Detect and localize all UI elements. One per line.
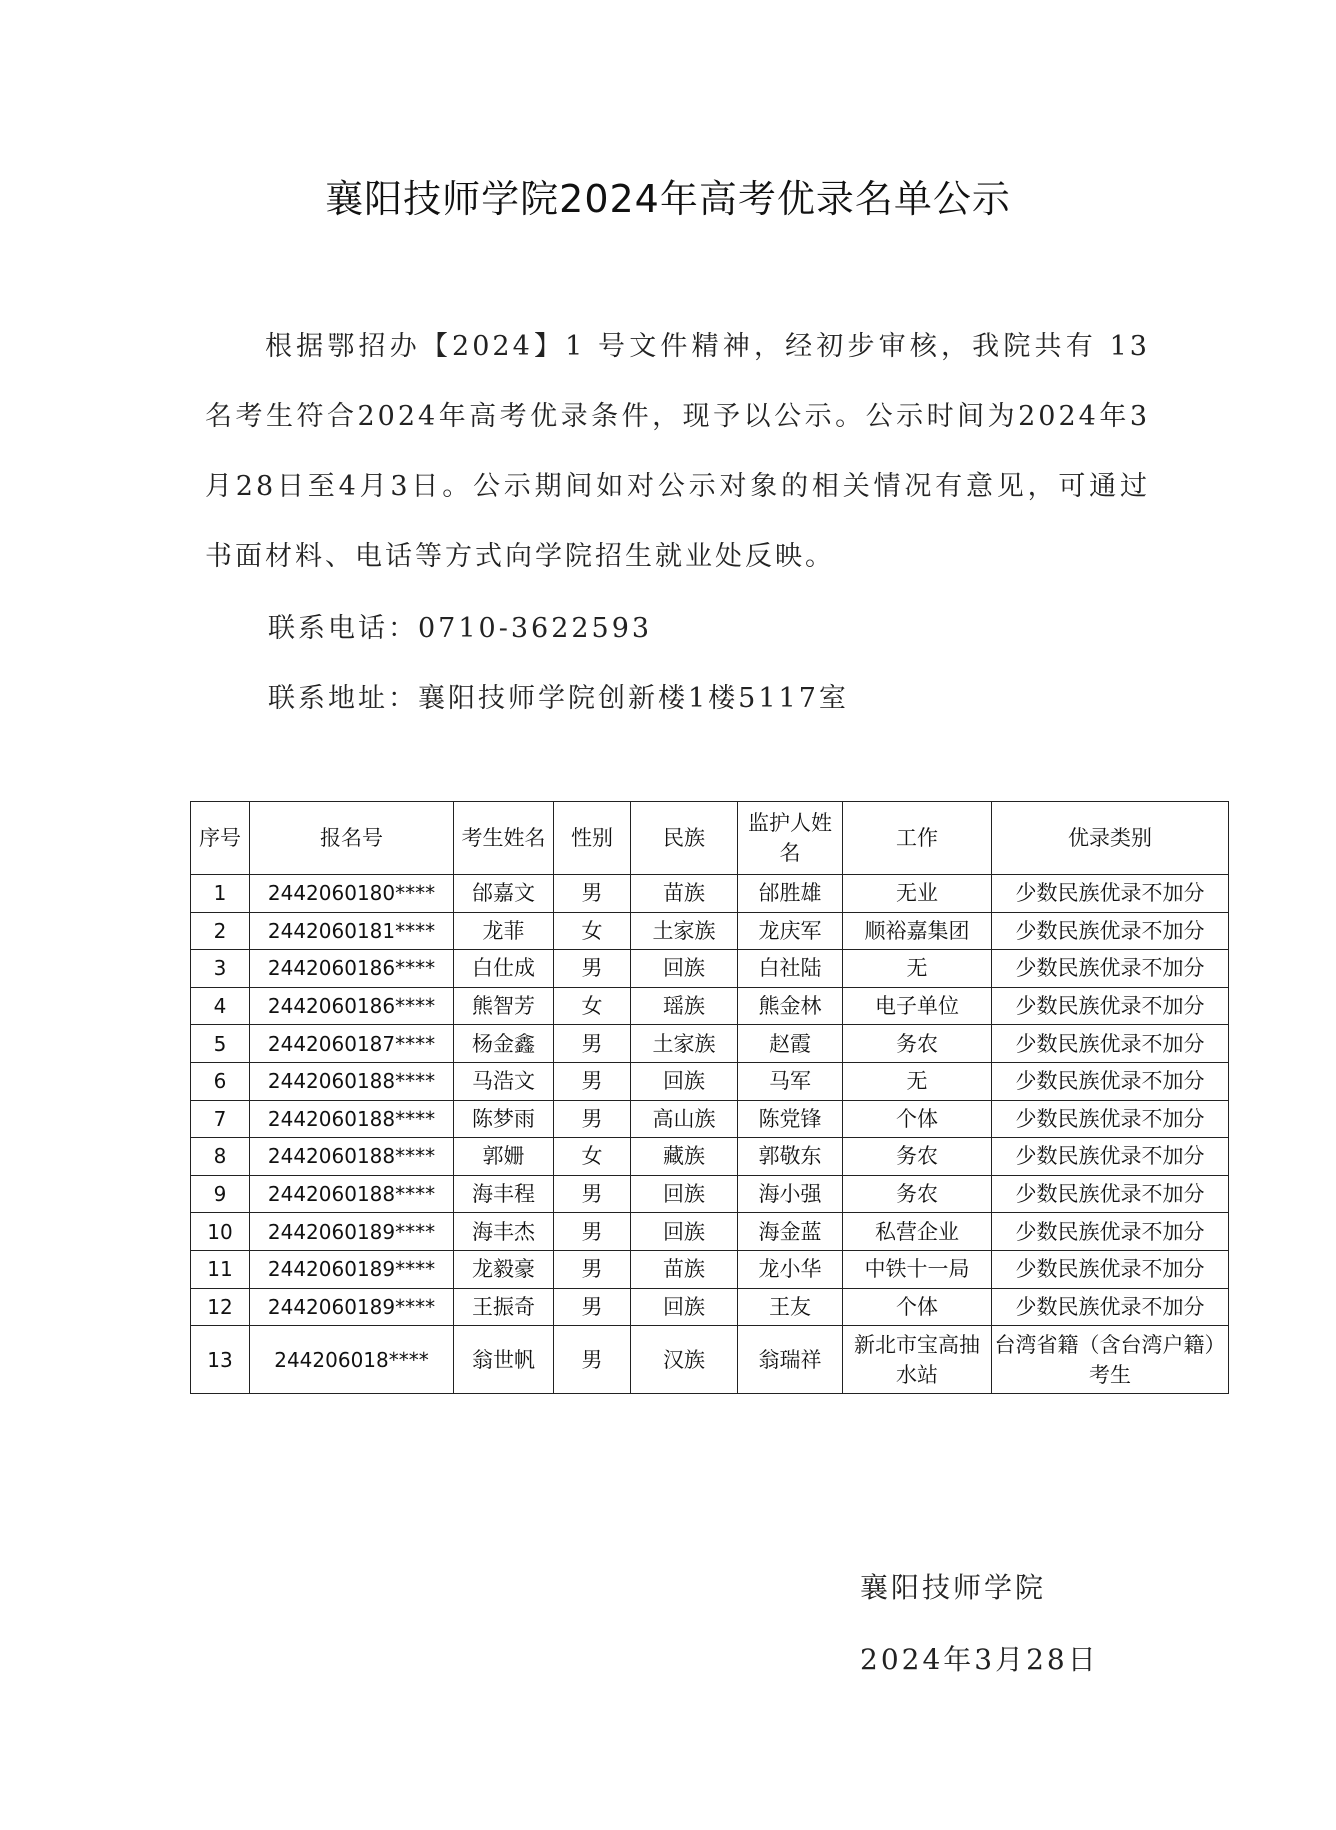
cell-guardian-name: 王友 [738, 1288, 843, 1326]
cell-admission-category: 少数民族优录不加分 [992, 987, 1229, 1025]
cell-registration-number: 2442060189**** [250, 1250, 454, 1288]
table-row [191, 987, 1229, 1025]
announcement-paragraph: 根据鄂招办【2024】1 号文件精神，经初步审核，我院共有 13 名考生符合2024年高考优录条件，现予以公示。公示时间为2024年3月28日至4月3日。公示期间如对公示对象的相关情况有意见，可通过书面材料、电话等方式向学院招生就业处反映。 [205, 331, 1150, 572]
cell-occupation: 电子单位 [843, 987, 992, 1025]
cell-guardian-name: 龙庆军 [738, 912, 843, 950]
cell-student-name: 龙菲 [454, 912, 554, 950]
cell-registration-number: 2442060189**** [250, 1288, 454, 1326]
cell-admission-category: 少数民族优录不加分 [992, 1288, 1229, 1326]
cell-index: 2 [191, 912, 250, 950]
cell-ethnicity: 回族 [631, 1175, 738, 1213]
cell-student-name: 郭姗 [454, 1138, 554, 1176]
cell-index: 7 [191, 1100, 250, 1138]
cell-occupation: 顺裕嘉集团 [843, 912, 992, 950]
cell-ethnicity: 回族 [631, 950, 738, 988]
table-row [191, 1288, 1229, 1326]
cell-index: 10 [191, 1213, 250, 1251]
cell-admission-category: 少数民族优录不加分 [992, 1213, 1229, 1251]
cell-registration-number: 2442060186**** [250, 950, 454, 988]
cell-index: 6 [191, 1062, 250, 1100]
table-row [191, 1326, 1229, 1394]
table-row [191, 1175, 1229, 1213]
cell-ethnicity: 土家族 [631, 1025, 738, 1063]
cell-registration-number: 2442060186**** [250, 987, 454, 1025]
cell-occupation: 个体 [843, 1100, 992, 1138]
header-occupation: 工作 [843, 802, 992, 875]
cell-occupation: 个体 [843, 1288, 992, 1326]
cell-ethnicity: 土家族 [631, 912, 738, 950]
cell-gender: 男 [554, 1288, 631, 1326]
cell-admission-category: 台湾省籍（含台湾户籍）考生 [992, 1326, 1229, 1394]
cell-guardian-name: 海金蓝 [738, 1213, 843, 1251]
cell-gender: 男 [554, 1025, 631, 1063]
cell-admission-category: 少数民族优录不加分 [992, 1250, 1229, 1288]
cell-gender: 男 [554, 1100, 631, 1138]
header-student-name: 考生姓名 [454, 802, 554, 875]
table-row [191, 1138, 1229, 1176]
cell-registration-number: 2442060180**** [250, 875, 454, 913]
cell-student-name: 白仕成 [454, 950, 554, 988]
cell-registration-number: 2442060188**** [250, 1138, 454, 1176]
cell-index: 1 [191, 875, 250, 913]
table-header-row [191, 802, 1229, 875]
table-row [191, 875, 1229, 913]
cell-gender: 男 [554, 1062, 631, 1100]
cell-ethnicity: 藏族 [631, 1138, 738, 1176]
cell-student-name: 翁世帆 [454, 1326, 554, 1394]
cell-guardian-name: 马军 [738, 1062, 843, 1100]
contact-address: 联系地址：襄阳技师学院创新楼1楼5117室 [268, 683, 849, 714]
cell-registration-number: 2442060187**** [250, 1025, 454, 1063]
cell-student-name: 海丰杰 [454, 1213, 554, 1251]
cell-occupation: 无 [843, 950, 992, 988]
cell-admission-category: 少数民族优录不加分 [992, 1100, 1229, 1138]
cell-gender: 女 [554, 1138, 631, 1176]
header-ethnicity: 民族 [631, 802, 738, 875]
cell-occupation: 务农 [843, 1138, 992, 1176]
cell-ethnicity: 苗族 [631, 1250, 738, 1288]
cell-student-name: 海丰程 [454, 1175, 554, 1213]
header-index: 序号 [191, 802, 250, 875]
cell-guardian-name: 邰胜雄 [738, 875, 843, 913]
cell-guardian-name: 翁瑞祥 [738, 1326, 843, 1394]
cell-gender: 男 [554, 1175, 631, 1213]
cell-gender: 女 [554, 987, 631, 1025]
cell-ethnicity: 苗族 [631, 875, 738, 913]
cell-ethnicity: 回族 [631, 1288, 738, 1326]
cell-gender: 男 [554, 1250, 631, 1288]
header-admission-category: 优录类别 [992, 802, 1229, 875]
cell-guardian-name: 海小强 [738, 1175, 843, 1213]
cell-admission-category: 少数民族优录不加分 [992, 1138, 1229, 1176]
cell-occupation: 私营企业 [843, 1213, 992, 1251]
cell-student-name: 杨金鑫 [454, 1025, 554, 1063]
cell-index: 8 [191, 1138, 250, 1176]
cell-admission-category: 少数民族优录不加分 [992, 1025, 1229, 1063]
table-row [191, 1062, 1229, 1100]
table-row [191, 950, 1229, 988]
admission-list-table [190, 801, 1229, 1394]
cell-occupation: 中铁十一局 [843, 1250, 992, 1288]
cell-gender: 男 [554, 1213, 631, 1251]
cell-student-name: 马浩文 [454, 1062, 554, 1100]
cell-index: 3 [191, 950, 250, 988]
cell-registration-number: 2442060181**** [250, 912, 454, 950]
contact-phone: 联系电话：0710-3622593 [268, 613, 653, 644]
cell-admission-category: 少数民族优录不加分 [992, 950, 1229, 988]
cell-ethnicity: 汉族 [631, 1326, 738, 1394]
cell-index: 9 [191, 1175, 250, 1213]
signature-organization: 襄阳技师学院 [860, 1571, 1047, 1604]
table-body [191, 875, 1229, 1394]
cell-registration-number: 2442060188**** [250, 1062, 454, 1100]
cell-occupation: 无业 [843, 875, 992, 913]
cell-registration-number: 244206018**** [250, 1326, 454, 1394]
cell-admission-category: 少数民族优录不加分 [992, 1062, 1229, 1100]
cell-student-name: 王振奇 [454, 1288, 554, 1326]
cell-gender: 女 [554, 912, 631, 950]
cell-registration-number: 2442060189**** [250, 1213, 454, 1251]
cell-occupation: 务农 [843, 1175, 992, 1213]
cell-gender: 男 [554, 950, 631, 988]
cell-ethnicity: 回族 [631, 1062, 738, 1100]
cell-admission-category: 少数民族优录不加分 [992, 875, 1229, 913]
cell-student-name: 龙毅豪 [454, 1250, 554, 1288]
cell-admission-category: 少数民族优录不加分 [992, 1175, 1229, 1213]
table-row [191, 1025, 1229, 1063]
cell-gender: 男 [554, 875, 631, 913]
cell-ethnicity: 回族 [631, 1213, 738, 1251]
page-title: 襄阳技师学院2024年高考优录名单公示 [325, 177, 1011, 221]
cell-guardian-name: 赵霞 [738, 1025, 843, 1063]
header-guardian-name: 监护人姓名 [738, 802, 843, 875]
cell-guardian-name: 郭敬东 [738, 1138, 843, 1176]
cell-index: 11 [191, 1250, 250, 1288]
signature-date: 2024年3月28日 [860, 1643, 1099, 1676]
cell-index: 12 [191, 1288, 250, 1326]
cell-index: 13 [191, 1326, 250, 1394]
cell-occupation: 新北市宝高抽水站 [843, 1326, 992, 1394]
cell-registration-number: 2442060188**** [250, 1175, 454, 1213]
cell-student-name: 陈梦雨 [454, 1100, 554, 1138]
cell-registration-number: 2442060188**** [250, 1100, 454, 1138]
table-row [191, 1250, 1229, 1288]
cell-student-name: 邰嘉文 [454, 875, 554, 913]
cell-guardian-name: 陈党锋 [738, 1100, 843, 1138]
header-gender: 性别 [554, 802, 631, 875]
cell-occupation: 务农 [843, 1025, 992, 1063]
cell-admission-category: 少数民族优录不加分 [992, 912, 1229, 950]
cell-index: 5 [191, 1025, 250, 1063]
cell-guardian-name: 白社陆 [738, 950, 843, 988]
cell-index: 4 [191, 987, 250, 1025]
cell-guardian-name: 熊金林 [738, 987, 843, 1025]
table-row [191, 912, 1229, 950]
cell-occupation: 无 [843, 1062, 992, 1100]
cell-gender: 男 [554, 1326, 631, 1394]
cell-student-name: 熊智芳 [454, 987, 554, 1025]
table-row [191, 1213, 1229, 1251]
table-row [191, 1100, 1229, 1138]
header-registration-number: 报名号 [250, 802, 454, 875]
cell-ethnicity: 高山族 [631, 1100, 738, 1138]
cell-ethnicity: 瑶族 [631, 987, 738, 1025]
cell-guardian-name: 龙小华 [738, 1250, 843, 1288]
